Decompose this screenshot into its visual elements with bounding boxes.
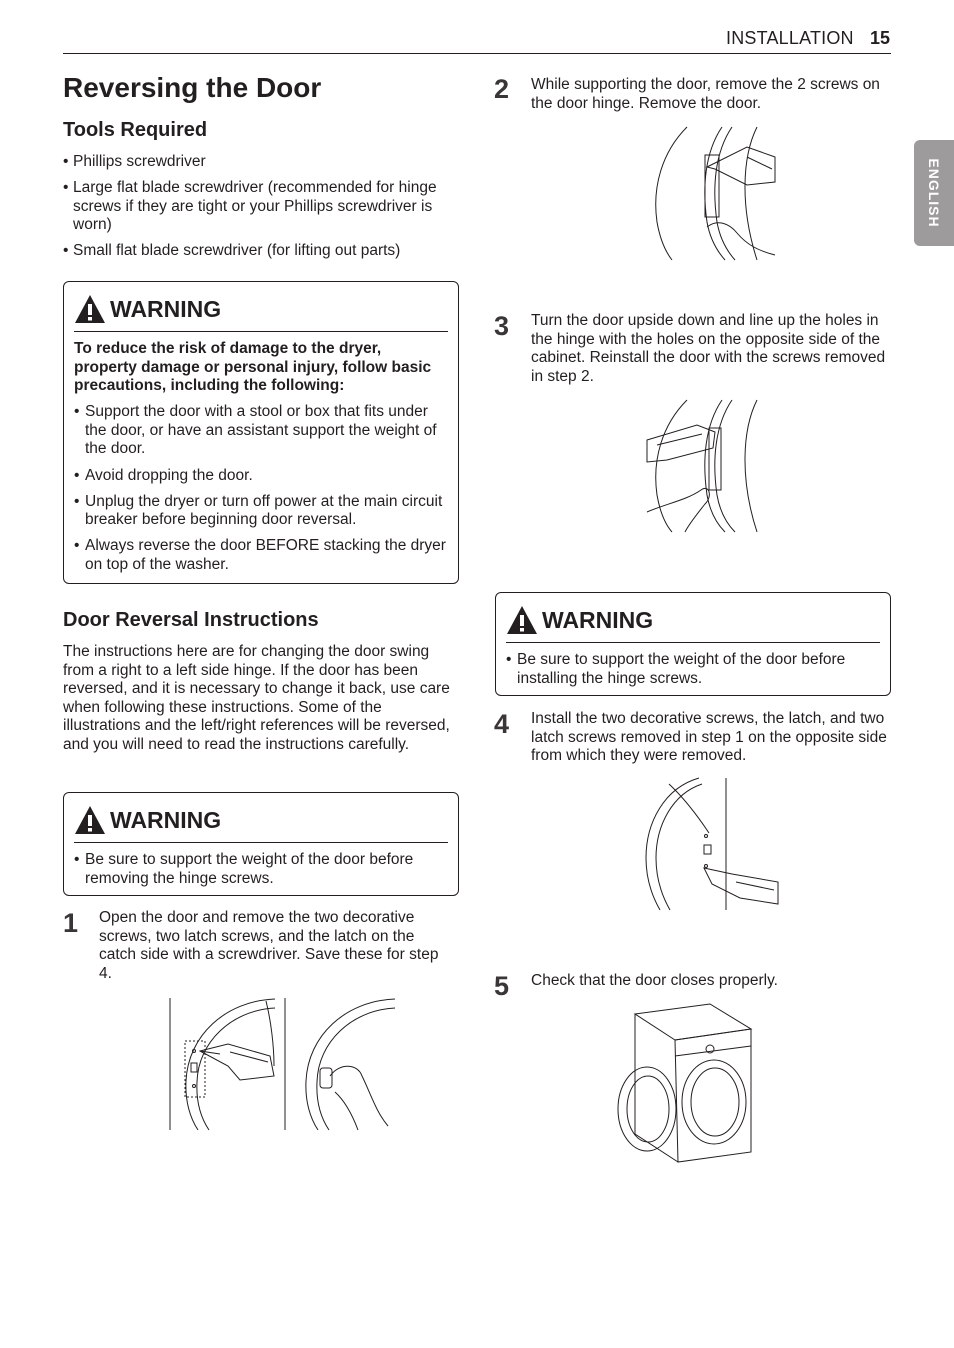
warning-title: WARNING (506, 604, 653, 636)
warning-rule (506, 642, 880, 643)
tools-heading: Tools Required (63, 119, 208, 141)
warning-box-removing (63, 792, 459, 896)
step-number: 3 (494, 311, 510, 341)
step-text: Open the door and remove the two decorative screws, two latch screws, and the latch on the catch side with a screwdriver. Save these for step 4. (99, 909, 439, 982)
step-number: 5 (494, 971, 510, 1001)
list-item: • Avoid dropping the door. (74, 466, 253, 484)
step3-illustration (647, 400, 775, 532)
step-number: 2 (494, 74, 510, 104)
warning-box-installing (495, 592, 891, 696)
tools-list (63, 153, 443, 268)
language-tab-label: ENGLISH (926, 158, 942, 228)
instructions-heading: Door Reversal Instructions (63, 609, 319, 631)
step-text: Install the two decorative screws, the latch, and two latch screws removed in step 1 on the opposite side from which they were removed. (531, 710, 887, 765)
list-item: • Be sure to support the weight of the door before installing the hinge screws. (506, 651, 846, 687)
warning-rule (74, 842, 448, 843)
warning-intro: To reduce the risk of damage to the dryer, property damage or personal injury, follow basic precautions, including the following: (74, 340, 432, 395)
warning-triangle-icon (506, 605, 538, 635)
list-item: • Large flat blade screwdriver (recommended for hinge screws if they are tight or your Phillips screwdriver is worn) (63, 179, 437, 234)
page-number: 15 (870, 28, 891, 48)
warning-triangle-icon (74, 294, 106, 324)
step1-illustration (170, 996, 392, 1130)
step-number: 1 (63, 908, 79, 938)
list-item: • Be sure to support the weight of the door before removing the hinge screws. (74, 851, 414, 887)
warning-title: WARNING (74, 804, 221, 836)
page-title: Reversing the Door (63, 72, 322, 103)
list-item: • Support the door with a stool or box that fits under the door, or have an assistant support the weight of the door. (74, 403, 437, 458)
list-item: • Small flat blade screwdriver (for lifting out parts) (63, 242, 401, 260)
instructions-paragraph: The instructions here are for changing the door swing from a right to a left side hinge. If the door has been reversed, and it is necessary to change it back, use care when following these instructions. Some of the illustrations and the left/right references will be reversed, and you will need to read the instructions carefully. (63, 643, 450, 753)
list-item: • Unplug the dryer or turn off power at the main circuit breaker before beginning door reversal. (74, 492, 443, 529)
step4-illustration (644, 778, 778, 910)
list-item: • Phillips screwdriver (63, 153, 206, 170)
language-tab (914, 140, 954, 246)
warning-title: WARNING (74, 293, 221, 325)
step2-illustration (647, 127, 775, 260)
header-section: INSTALLATION (726, 28, 854, 48)
warning-content (506, 651, 878, 696)
warning-content (74, 851, 446, 896)
warning-triangle-icon (74, 805, 106, 835)
warning-box-precautions (63, 281, 459, 584)
warning-rule (74, 331, 448, 332)
warning-content (74, 340, 446, 582)
step-text: Turn the door upside down and line up the holes in the hinge with the holes on the opposite side of the cabinet. Reinstall the door with the screws removed in step 2. (531, 312, 886, 385)
list-item: • Always reverse the door BEFORE stacking the dryer on top of the washer. (74, 537, 446, 573)
step-text: While supporting the door, remove the 2 screws on the door hinge. Remove the door. (531, 76, 880, 112)
step5-illustration-dryer (615, 1004, 755, 1162)
header-rule (63, 53, 891, 54)
step-text: Check that the door closes properly. (531, 972, 778, 989)
step-number: 4 (494, 709, 510, 739)
